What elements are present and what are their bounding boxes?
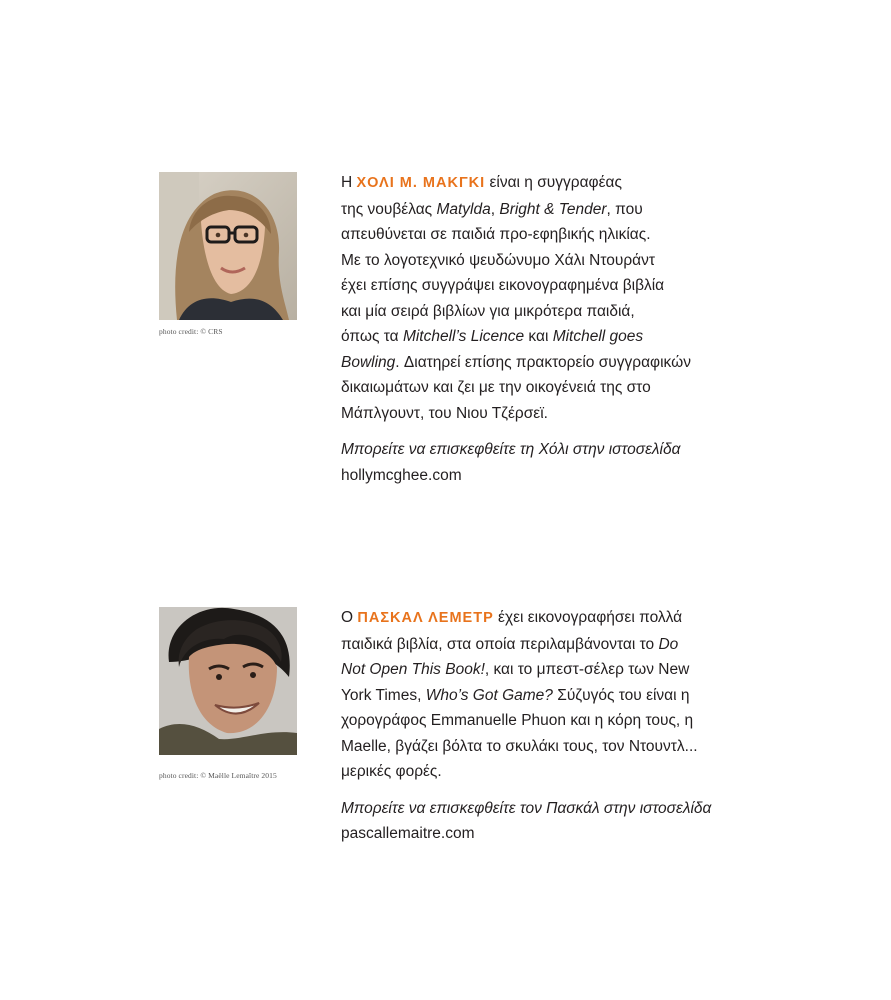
author-bio-holly xyxy=(341,170,761,488)
book-title: Bright & Tender xyxy=(499,200,607,218)
visit-text: Μπορείτε να επισκεφθείτε τη Χόλι στην ιστοσελίδα xyxy=(341,441,681,458)
bio-line: York Times, Who’s Got Game? Σύζυγός του είναι η xyxy=(341,686,690,704)
bio-line: χορογράφος Emmanuelle Phuon και η κόρη τους, η xyxy=(341,712,694,729)
bio-line: της νουβέλας Matylda, Bright & Tender, που xyxy=(341,200,643,218)
bio-line: απευθύνεται σε παιδιά προ-εφηβικής ηλικίας. xyxy=(341,226,651,243)
author-name: ΠΑΣΚΑΛ ΛΕΜΕΤΡ xyxy=(357,610,494,626)
bio-line: Η ΧΟΛΙ Μ. ΜΑΚΓΚΙ είναι η συγγραφέας xyxy=(341,174,622,191)
bio-line: παιδικά βιβλία, στα οποία περιλαμβάνονται το Do xyxy=(341,635,679,653)
author-name: ΧΟΛΙ Μ. ΜΑΚΓΚΙ xyxy=(356,175,486,191)
book-title: Do xyxy=(658,635,679,653)
author-bio-pascal xyxy=(341,605,761,847)
bio-line: Not Open This Book!, και το μπεστ-σέλερ των New xyxy=(341,661,690,678)
bio-line: Ο ΠΑΣΚΑΛ ΛΕΜΕΤΡ έχει εικονογραφήσει πολλά xyxy=(341,609,683,626)
book-title: Matylda xyxy=(436,200,491,218)
author-photo-holly xyxy=(159,172,297,320)
bio-line: δικαιωμάτων και ζει με την οικογένειά της στο xyxy=(341,379,651,396)
website-link[interactable]: hollymcghee.com xyxy=(341,466,462,484)
website-link[interactable]: pascallemaitre.com xyxy=(341,825,475,842)
book-title: Who’s Got Game? xyxy=(425,686,553,704)
book-title: Bowling xyxy=(341,353,396,371)
author-photo-pascal xyxy=(159,607,297,755)
visit-text: Μπορείτε να επισκεφθείτε τον Πασκάλ στην ιστοσελίδα xyxy=(341,799,712,817)
bio-line: όπως τα Mitchell’s Licence και Mitchell goes xyxy=(341,328,644,345)
bio-line: Bowling. Διατηρεί επίσης πρακτορείο συγγραφικών xyxy=(341,353,691,371)
bio-line: έχει επίσης συγγράψει εικονογραφημένα βιβλία xyxy=(341,277,665,294)
photo-credit: photo credit: © Maëlle Lemaître 2015 xyxy=(159,771,277,780)
bio-line: Maelle, βγάζει βόλτα το σκυλάκι τους, τον Ντουντλ... xyxy=(341,737,698,755)
bio-line: Με το λογοτεχνικό ψευδώνυμο Χάλι Ντουράντ xyxy=(341,251,655,269)
book-title: Mitchell goes xyxy=(552,328,644,345)
bio-line: και μία σειρά βιβλίων για μικρότερα παιδιά, xyxy=(341,302,635,320)
bio-line: μερικές φορές. xyxy=(341,763,442,780)
book-title: Mitchell’s Licence xyxy=(402,328,525,345)
book-title: Not Open This Book! xyxy=(341,661,485,678)
photo-credit: photo credit: © CRS xyxy=(159,327,223,336)
bio-line: Μάπλγουντ, του Νιου Τζέρσεϊ. xyxy=(341,404,548,422)
